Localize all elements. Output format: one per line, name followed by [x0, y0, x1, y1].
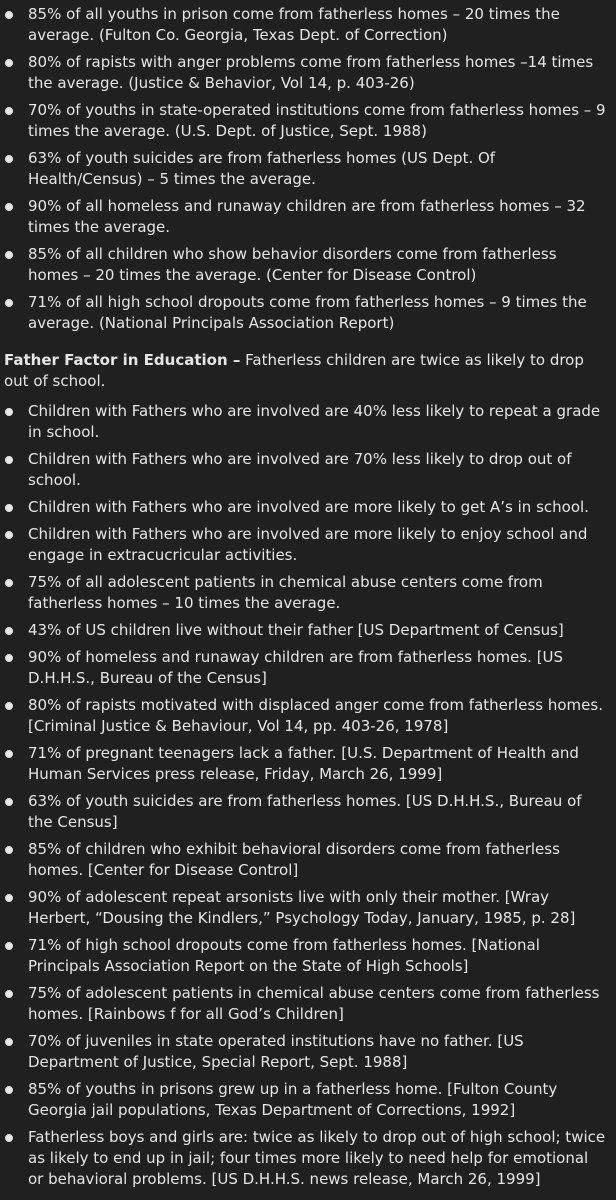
bullet-icon [5, 702, 13, 710]
bullet-icon [5, 299, 13, 307]
bullet-icon [5, 654, 13, 662]
list-item [0, 647, 616, 689]
bullet-icon [5, 1134, 13, 1142]
list-item-text: 63% of youth suicides are from fatherless homes. [US D.H.H.S., Bureau of the Census] [28, 792, 582, 831]
list-item-text: Children with Fathers who are involved are more likely to get A’s in school. [28, 498, 589, 516]
list-item-text: 70% of youths in state-operated institutions come from fatherless homes – 9 times the average. (U.S. Dept. of Justice, Sept. 1988) [28, 101, 606, 140]
education-heading: Father Factor in Education – [4, 351, 241, 369]
bullet-icon [5, 408, 13, 416]
list-item-text: 85% of all youths in prison come from fatherless homes – 20 times the average. (Fulton Co. Georgia, Texas Dept. of Correction) [28, 5, 560, 44]
list-item [0, 983, 616, 1025]
bullet-icon [5, 846, 13, 854]
list-item [0, 620, 616, 641]
list-item-text: 90% of adolescent repeat arsonists live with only their mother. [Wray Herbert, “Dousing the Kindlers,” Psychology Today, January, 1985, p. 28] [28, 888, 576, 927]
list-item-text: 75% of adolescent patients in chemical abuse centers come from fatherless homes. [Rainbows f for all God’s Children] [28, 984, 600, 1023]
list-item-text: 85% of children who exhibit behavioral disorders come from fatherless homes. [Center for Disease Control] [28, 840, 560, 879]
list-item-text: Children with Fathers who are involved are 40% less likely to repeat a grade in school. [28, 402, 601, 441]
list-item [0, 935, 616, 977]
list-item-text: Children with Fathers who are involved are 70% less likely to drop out of school. [28, 450, 572, 489]
bullet-icon [5, 942, 13, 950]
list-item-text: 63% of youth suicides are from fatherless homes (US Dept. Of Health/Census) – 5 times the average. [28, 149, 496, 188]
list-item [0, 4, 616, 46]
bullet-icon [5, 155, 13, 163]
bullet-icon [5, 894, 13, 902]
list-item [0, 244, 616, 286]
bullet-icon [5, 579, 13, 587]
list-item-text: Fatherless boys and girls are: twice as likely to drop out of high school; twice as likely to end up in jail; four times more likely to need help for emotional or behavioral problems. [US D.H.H.S. news release, March 26, 1999] [28, 1128, 606, 1188]
bullet-icon [5, 531, 13, 539]
list-item-text: 71% of pregnant teenagers lack a father. [U.S. Department of Health and Human Services press release, Friday, March 26, 1999] [28, 744, 579, 783]
list-item [0, 449, 616, 491]
bullet-icon [5, 203, 13, 211]
list-item [0, 100, 616, 142]
list-item [0, 1079, 616, 1121]
list-item [0, 497, 616, 518]
bullet-icon [5, 11, 13, 19]
list-item [0, 791, 616, 833]
bullet-icon [5, 59, 13, 67]
list-item-text: 80% of rapists with anger problems come from fatherless homes –14 times the average. (Justice & Behavior, Vol 14, p. 403-26) [28, 53, 594, 92]
list-item [0, 524, 616, 566]
list-item [0, 1127, 616, 1190]
list-item-text: 75% of all adolescent patients in chemical abuse centers come from fatherless homes – 10 times the average. [28, 573, 543, 612]
document-content [0, 4, 616, 1196]
list-item-text: 70% of juveniles in state operated institutions have no father. [US Department of Justice, Special Report, Sept. 1988] [28, 1032, 524, 1071]
bullet-icon [5, 504, 13, 512]
bullet-icon [5, 627, 13, 635]
bullet-icon [5, 990, 13, 998]
list-item [0, 743, 616, 785]
list-item [0, 292, 616, 334]
list-item-text: 90% of all homeless and runaway children are from fatherless homes – 32 times the average. [28, 197, 586, 236]
statistics-list-education [0, 401, 616, 1190]
bullet-icon [5, 750, 13, 758]
list-item-text: Children with Fathers who are involved are more likely to enjoy school and engage in extracucricular activities. [28, 525, 588, 564]
list-item [0, 572, 616, 614]
bullet-icon [5, 798, 13, 806]
statistics-list-fatherless [0, 4, 616, 334]
list-item [0, 148, 616, 190]
education-paragraph [0, 350, 616, 392]
list-item-text: 43% of US children live without their father [US Department of Census] [28, 621, 564, 639]
bullet-icon [5, 1038, 13, 1046]
list-item [0, 695, 616, 737]
list-item-text: 80% of rapists motivated with displaced anger come from fatherless homes. [Criminal Justice & Behaviour, Vol 14, pp. 403-26, 1978] [28, 696, 603, 735]
bullet-icon [5, 251, 13, 259]
list-item [0, 401, 616, 443]
list-item [0, 1031, 616, 1073]
list-item [0, 887, 616, 929]
list-item-text: 71% of high school dropouts come from fatherless homes. [National Principals Association Report on the State of High Schools] [28, 936, 540, 975]
list-item [0, 52, 616, 94]
bullet-icon [5, 107, 13, 115]
list-item-text: 85% of all children who show behavior disorders come from fatherless homes – 20 times the average. (Center for Disease Control) [28, 245, 557, 284]
list-item [0, 839, 616, 881]
list-item [0, 196, 616, 238]
bullet-icon [5, 456, 13, 464]
list-item-text: 85% of youths in prisons grew up in a fatherless home. [Fulton County Georgia jail populations, Texas Department of Corrections, 1992] [28, 1080, 558, 1119]
list-item-text: 71% of all high school dropouts come from fatherless homes – 9 times the average. (National Principals Association Report) [28, 293, 587, 332]
list-item-text: 90% of homeless and runaway children are from fatherless homes. [US D.H.H.S., Bureau of the Census] [28, 648, 564, 687]
education-text: Fatherless children are twice as likely to drop out of school. [4, 351, 584, 390]
bullet-icon [5, 1086, 13, 1094]
